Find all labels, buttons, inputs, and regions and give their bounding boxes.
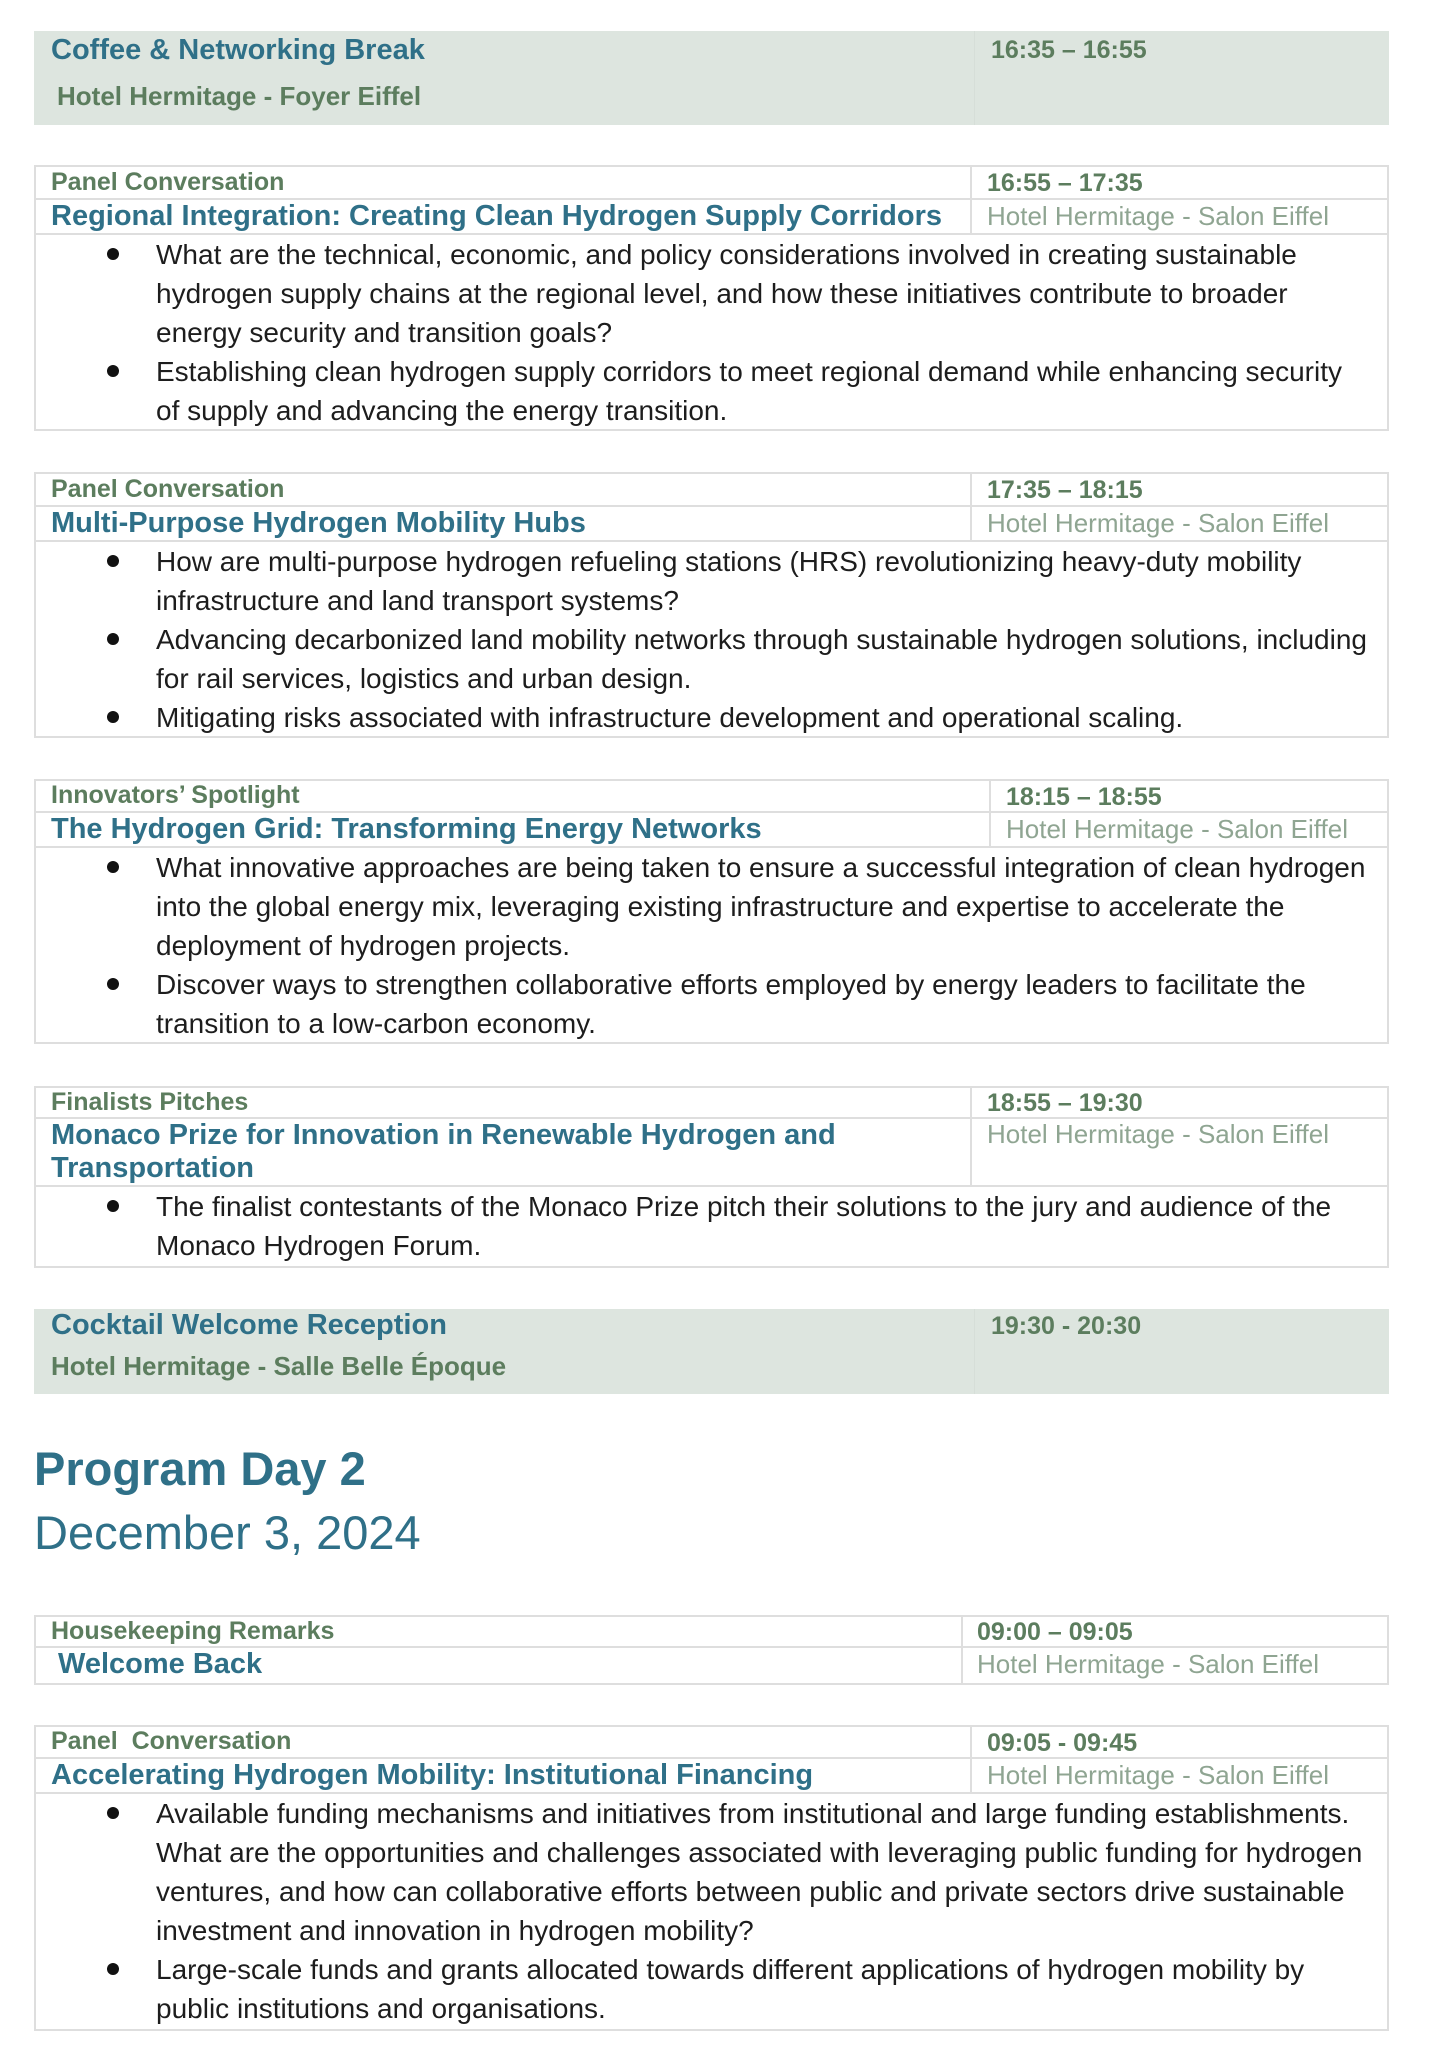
- bullet-list: [36, 1187, 1387, 1265]
- divider: [961, 1648, 963, 1683]
- session-title-row: [36, 813, 1387, 848]
- session-title-row: [36, 1648, 1387, 1683]
- session-category: Finalists Pitches: [51, 1088, 249, 1116]
- session-time: 18:55 – 19:30: [987, 1089, 1143, 1117]
- session-time: 17:35 – 18:15: [987, 476, 1143, 504]
- break-time: 16:35 – 16:55: [991, 36, 1147, 64]
- bullet-item: Establishing clean hydrogen supply corridors to meet regional demand while enhancing security of supply and advancing the energy transition.: [36, 352, 1367, 430]
- session-title: Multi-Purpose Hydrogen Mobility Hubs: [51, 507, 586, 539]
- session-block: [34, 1086, 1389, 1268]
- session-header-row: [36, 1617, 1387, 1648]
- break-title: Cocktail Welcome Reception: [51, 1309, 447, 1341]
- bullet-item: Discover ways to strengthen collaborative efforts employed by energy leaders to facilitate the transition to a low-carbon economy.: [36, 965, 1367, 1043]
- session-time: 09:00 – 09:05: [977, 1618, 1133, 1646]
- bullet-icon: [107, 978, 119, 990]
- session-category: Innovators’ Spotlight: [51, 781, 300, 809]
- session-category: Panel Conversation: [51, 168, 285, 196]
- bullet-list: [36, 1794, 1387, 2028]
- session-block: [34, 472, 1389, 738]
- session-time: 18:15 – 18:55: [1006, 783, 1162, 811]
- session-title: Welcome Back: [58, 1648, 263, 1680]
- session-category: Panel Conversation: [51, 1727, 292, 1755]
- divider: [970, 200, 972, 233]
- break-location: Hotel Hermitage - Salle Belle Époque: [51, 1351, 507, 1381]
- session-header-row: [36, 1088, 1387, 1119]
- session-location: Hotel Hermitage - Salon Eiffel: [1006, 814, 1349, 844]
- session-header-row: [36, 167, 1387, 200]
- divider: [970, 1119, 972, 1185]
- session-time: 09:05 - 09:45: [987, 1729, 1138, 1757]
- bullet-icon: [107, 1200, 119, 1212]
- bullet-icon: [107, 248, 119, 260]
- divider: [970, 1759, 972, 1792]
- bullet-item: Available funding mechanisms and initiatives from institutional and large funding establishments. What are the opportunities and challenges associated with leveraging public funding for hydrogen ventures, and how can collaborative efforts between public and private sectors drive sustainable investment and innovation in hydrogen mobility?: [36, 1794, 1367, 1950]
- session-header-row: [36, 1727, 1387, 1759]
- break-title: Coffee & Networking Break: [51, 34, 425, 66]
- divider: [961, 1617, 963, 1646]
- session-block: [34, 165, 1389, 431]
- session-location: Hotel Hermitage - Salon Eiffel: [987, 1760, 1330, 1790]
- divider: [970, 474, 972, 505]
- bullet-icon: [107, 365, 119, 377]
- page-title: Program Day 2: [34, 1442, 366, 1495]
- session-header-row: [36, 474, 1387, 507]
- divider: [989, 813, 991, 846]
- divider: [974, 31, 975, 125]
- divider: [970, 167, 972, 198]
- session-block: [34, 1615, 1389, 1685]
- session-category: Housekeeping Remarks: [51, 1617, 335, 1645]
- session-title: Regional Integration: Creating Clean Hydrogen Supply Corridors: [51, 200, 943, 232]
- session-title-row: [36, 200, 1387, 235]
- bullet-list: [36, 235, 1387, 430]
- bullet-item: The finalist contestants of the Monaco Prize pitch their solutions to the jury and audience of the Monaco Hydrogen Forum.: [36, 1187, 1367, 1265]
- bullet-list: [36, 542, 1387, 737]
- session-block: [34, 1725, 1389, 2031]
- bullet-item: What are the technical, economic, and policy considerations involved in creating sustainable hydrogen supply chains at the regional level, and how these initiatives contribute to broader energy security and transition goals?: [36, 235, 1367, 352]
- bullet-icon: [107, 1807, 119, 1819]
- session-location: Hotel Hermitage - Salon Eiffel: [987, 201, 1330, 231]
- bullet-icon: [107, 711, 119, 723]
- session-title: Accelerating Hydrogen Mobility: Institutional Financing: [51, 1759, 814, 1791]
- break-block: [34, 31, 1389, 125]
- divider: [974, 1309, 975, 1394]
- page-date: December 3, 2024: [34, 1506, 421, 1559]
- break-time: 19:30 - 20:30: [991, 1312, 1142, 1340]
- break-location: Hotel Hermitage - Foyer Eiffel: [57, 81, 422, 111]
- session-title: The Hydrogen Grid: Transforming Energy Networks: [51, 813, 762, 845]
- session-title-row: [36, 507, 1387, 542]
- bullet-item: What innovative approaches are being taken to ensure a successful integration of clean hydrogen into the global energy mix, leveraging existing infrastructure and expertise to accelerate the deployment of hydrogen projects.: [36, 848, 1367, 965]
- divider: [970, 1088, 972, 1117]
- session-location: Hotel Hermitage - Salon Eiffel: [987, 1119, 1330, 1149]
- session-title: Monaco Prize for Innovation in Renewable Hydrogen and Transportation: [51, 1119, 836, 1184]
- session-location: Hotel Hermitage - Salon Eiffel: [987, 508, 1330, 538]
- bullet-item: Advancing decarbonized land mobility networks through sustainable hydrogen solutions, including for rail services, logistics and urban design.: [36, 620, 1367, 698]
- break-block: [34, 1309, 1389, 1394]
- divider: [970, 507, 972, 540]
- bullet-icon: [107, 1963, 119, 1975]
- bullet-icon: [107, 555, 119, 567]
- bullet-item: Large-scale funds and grants allocated towards different applications of hydrogen mobility by public institutions and organisations.: [36, 1950, 1367, 2028]
- divider: [989, 781, 991, 811]
- session-title-row: [36, 1119, 1387, 1187]
- session-time: 16:55 – 17:35: [987, 169, 1143, 197]
- divider: [970, 1727, 972, 1757]
- bullet-list: [36, 848, 1387, 1043]
- bullet-icon: [107, 633, 119, 645]
- bullet-item: How are multi-purpose hydrogen refueling stations (HRS) revolutionizing heavy-duty mobility infrastructure and land transport systems?: [36, 542, 1367, 620]
- bullet-item: Mitigating risks associated with infrastructure development and operational scaling.: [36, 698, 1367, 737]
- bullet-icon: [107, 861, 119, 873]
- session-category: Panel Conversation: [51, 475, 285, 503]
- session-header-row: [36, 781, 1387, 813]
- session-block: [34, 779, 1389, 1044]
- session-title-row: [36, 1759, 1387, 1794]
- session-location: Hotel Hermitage - Salon Eiffel: [977, 1649, 1320, 1679]
